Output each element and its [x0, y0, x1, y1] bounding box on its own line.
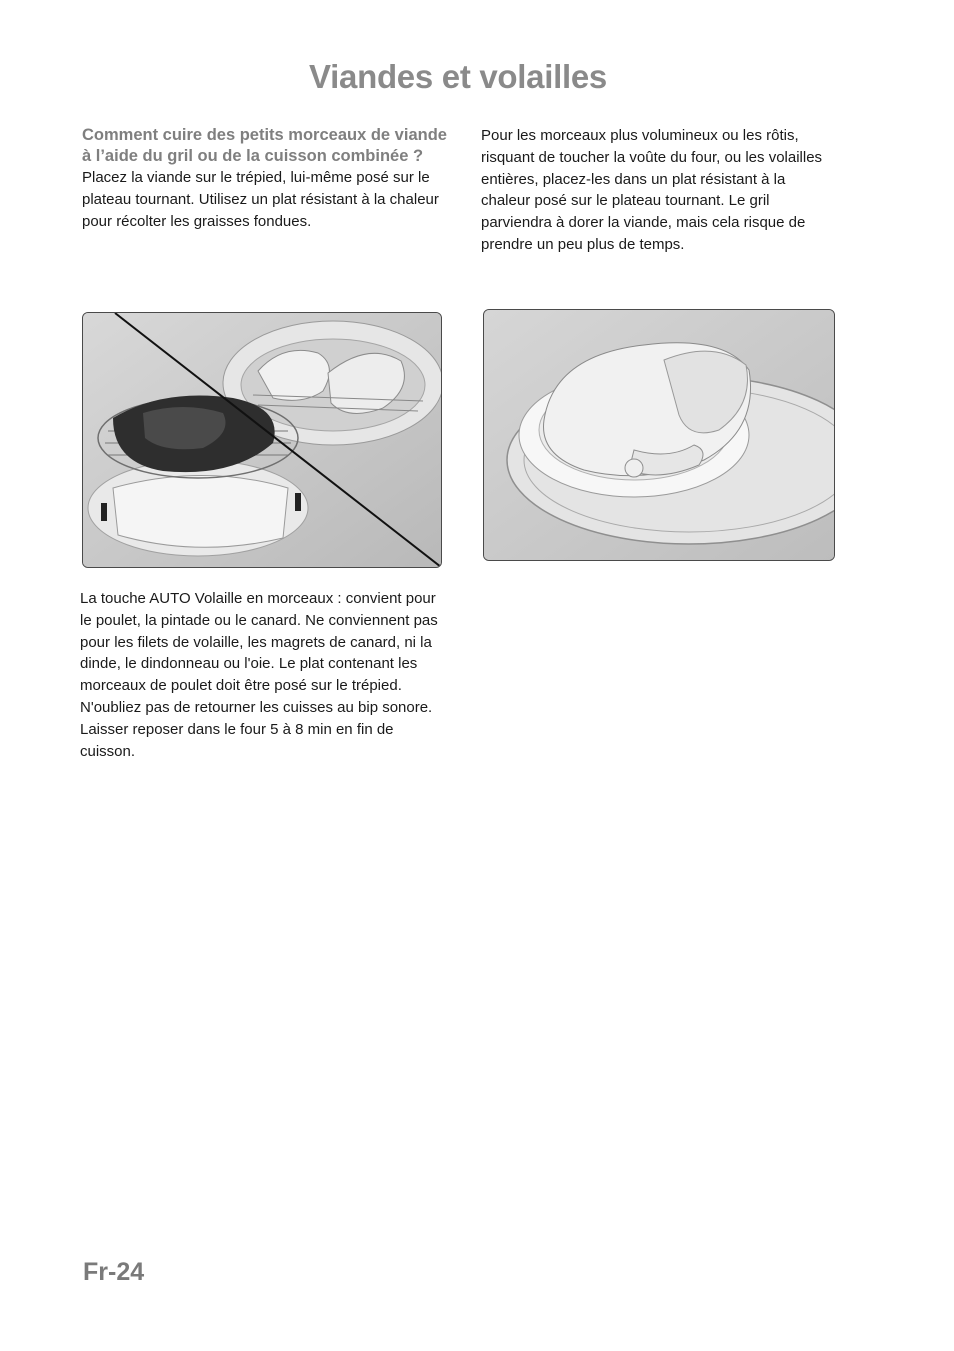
right-body-text: Pour les morceaux plus volumineux ou les rôtis, risquant de toucher la voûte du four, ou les volailles entières, placez-les dans un plat résistant à la chaleur posé sur le plateau tournant. Le gril parviendra à dorer la viande, mais cela risque de prendre un peu plus de temps. [481, 127, 823, 253]
auto-program-note [80, 588, 445, 762]
page-number: Fr-24 [83, 1258, 145, 1286]
auto-note-text: La touche AUTO Volaille en morceaux : convient pour le poulet, la pintade ou le canard. Ne conviennent pas pour les filets de volaille, les magrets de canard, ni la dinde, le dindonneau ou l'oie. Le plat contenant les morceaux de poulet doit être posé sur le trépied. N'oubliez pas de retourner les cuisses au bip sonore. Laisser reposer dans le four 5 à 8 min en fin de cuisson. [80, 590, 438, 760]
section-heading: Comment cuire des petits morceaux de viande à l’aide du gril ou de la cuisson combinée ? [82, 126, 447, 165]
left-body-text: Placez la viande sur le trépied, lui-même posé sur le plateau tournant. Utilisez un plat résistant à la chaleur pour récolter les graisses fondues. [82, 169, 439, 230]
right-column [481, 125, 831, 256]
grill-rack-photo [82, 312, 442, 568]
page-title: Viandes et volailles [309, 58, 607, 95]
left-column [82, 125, 452, 232]
whole-chicken-photo [483, 309, 835, 561]
